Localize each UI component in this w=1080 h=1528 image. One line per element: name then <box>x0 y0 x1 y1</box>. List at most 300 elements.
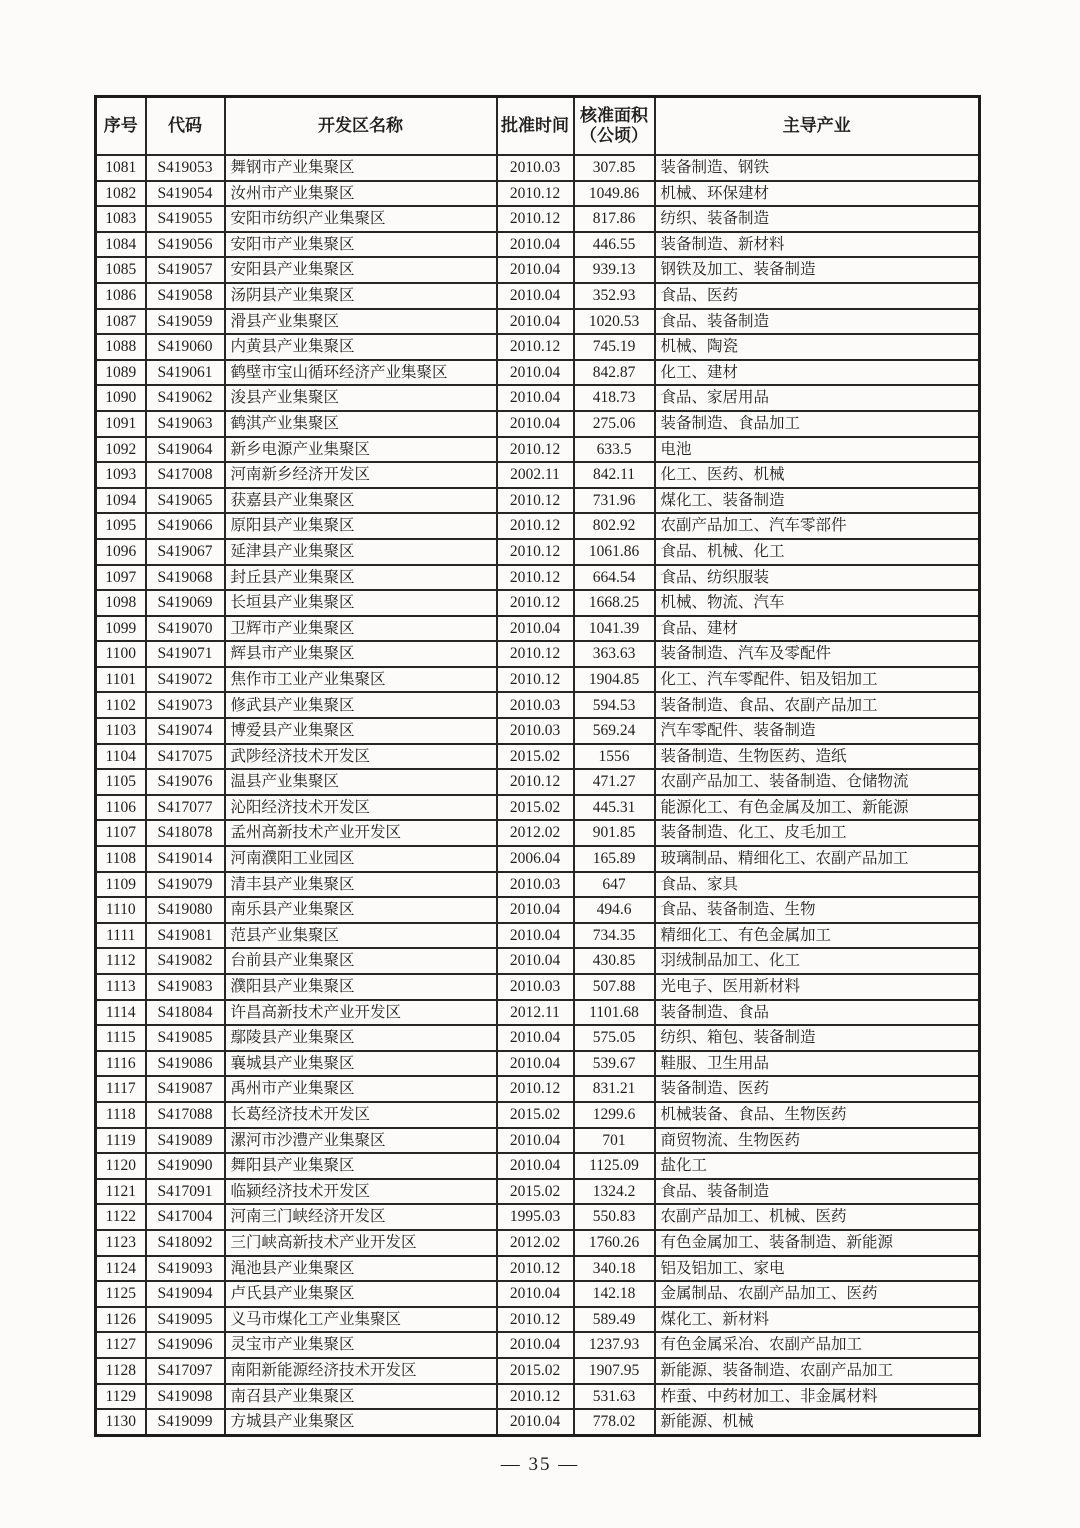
cell-industries: 装备制造、新材料 <box>655 232 980 258</box>
cell-zone-name: 修武县产业集聚区 <box>225 692 497 718</box>
header-approved-area <box>574 97 655 156</box>
cell-code: S417008 <box>146 462 225 488</box>
cell-zone-name: 汝州市产业集聚区 <box>225 181 497 207</box>
cell-approved-area: 1299.6 <box>574 1102 655 1128</box>
cell-zone-name: 河南濮阳工业园区 <box>225 846 497 872</box>
cell-approval-time: 2010.03 <box>497 718 574 744</box>
cell-zone-name: 卢氏县产业集聚区 <box>225 1281 497 1307</box>
cell-zone-name: 禹州市产业集聚区 <box>225 1076 497 1102</box>
cell-industries: 装备制造、医药 <box>655 1076 980 1102</box>
cell-code: S419093 <box>146 1256 225 1282</box>
cell-code: S419085 <box>146 1025 225 1051</box>
cell-approval-time: 2010.12 <box>497 1307 574 1333</box>
table-row <box>96 1358 980 1384</box>
cell-serial: 1108 <box>96 846 146 872</box>
cell-industries: 新能源、机械 <box>655 1409 980 1435</box>
cell-approval-time: 2015.02 <box>497 795 574 821</box>
cell-approved-area: 664.54 <box>574 565 655 591</box>
cell-serial: 1101 <box>96 667 146 693</box>
cell-industries: 食品、家居用品 <box>655 385 980 411</box>
cell-approved-area: 734.35 <box>574 923 655 949</box>
cell-approved-area: 1041.39 <box>574 616 655 642</box>
cell-industries: 装备制造、生物医药、造纸 <box>655 744 980 770</box>
cell-approved-area: 842.87 <box>574 360 655 386</box>
cell-industries: 鞋服、卫生用品 <box>655 1051 980 1077</box>
cell-approved-area: 352.93 <box>574 283 655 309</box>
cell-serial: 1081 <box>96 155 146 181</box>
cell-industries: 装备制造、食品加工 <box>655 411 980 437</box>
cell-serial: 1099 <box>96 616 146 642</box>
cell-zone-name: 浚县产业集聚区 <box>225 385 497 411</box>
cell-approved-area: 539.67 <box>574 1051 655 1077</box>
cell-zone-name: 河南三门峡经济开发区 <box>225 1204 497 1230</box>
cell-serial: 1097 <box>96 565 146 591</box>
cell-serial: 1103 <box>96 718 146 744</box>
header-area-line2: （公顷） <box>580 126 648 145</box>
cell-serial: 1105 <box>96 769 146 795</box>
table-row <box>96 309 980 335</box>
cell-approval-time: 2012.11 <box>497 1000 574 1026</box>
cell-zone-name: 襄城县产业集聚区 <box>225 1051 497 1077</box>
table-row <box>96 744 980 770</box>
cell-zone-name: 内黄县产业集聚区 <box>225 334 497 360</box>
cell-industries: 化工、汽车零配件、铝及铝加工 <box>655 667 980 693</box>
cell-approval-time: 2010.04 <box>497 1128 574 1154</box>
cell-industries: 汽车零配件、装备制造 <box>655 718 980 744</box>
cell-serial: 1107 <box>96 820 146 846</box>
cell-approved-area: 1125.09 <box>574 1153 655 1179</box>
cell-approval-time: 2010.03 <box>497 974 574 1000</box>
cell-code: S417004 <box>146 1204 225 1230</box>
cell-zone-name: 鹤壁市宝山循环经济产业集聚区 <box>225 360 497 386</box>
cell-serial: 1118 <box>96 1102 146 1128</box>
cell-code: S419071 <box>146 641 225 667</box>
cell-serial: 1082 <box>96 181 146 207</box>
cell-code: S419063 <box>146 411 225 437</box>
cell-approved-area: 550.83 <box>574 1204 655 1230</box>
cell-serial: 1098 <box>96 590 146 616</box>
cell-industries: 装备制造、食品、农副产品加工 <box>655 692 980 718</box>
cell-approved-area: 307.85 <box>574 155 655 181</box>
cell-approved-area: 1907.95 <box>574 1358 655 1384</box>
cell-industries: 精细化工、有色金属加工 <box>655 923 980 949</box>
cell-approval-time: 2010.12 <box>497 539 574 565</box>
cell-zone-name: 三门峡高新技术产业开发区 <box>225 1230 497 1256</box>
cell-industries: 机械、陶瓷 <box>655 334 980 360</box>
cell-code: S419060 <box>146 334 225 360</box>
table-row <box>96 718 980 744</box>
cell-industries: 农副产品加工、机械、医药 <box>655 1204 980 1230</box>
header-area-line1: 核准面积 <box>580 106 648 126</box>
cell-zone-name: 鄢陵县产业集聚区 <box>225 1025 497 1051</box>
cell-serial: 1083 <box>96 206 146 232</box>
cell-approval-time: 2010.04 <box>497 948 574 974</box>
cell-serial: 1121 <box>96 1179 146 1205</box>
cell-approval-time: 2010.12 <box>497 334 574 360</box>
cell-approved-area: 363.63 <box>574 641 655 667</box>
cell-approval-time: 2010.04 <box>497 1409 574 1435</box>
cell-approved-area: 445.31 <box>574 795 655 821</box>
page-number: — 35 — <box>500 1454 580 1475</box>
cell-serial: 1096 <box>96 539 146 565</box>
cell-approval-time: 2010.12 <box>497 488 574 514</box>
cell-code: S419057 <box>146 257 225 283</box>
cell-zone-name: 南召县产业集聚区 <box>225 1384 497 1410</box>
cell-serial: 1114 <box>96 1000 146 1026</box>
cell-serial: 1128 <box>96 1358 146 1384</box>
cell-approval-time: 2010.12 <box>497 590 574 616</box>
cell-serial: 1111 <box>96 923 146 949</box>
cell-approval-time: 2010.12 <box>497 565 574 591</box>
cell-approved-area: 1237.93 <box>574 1332 655 1358</box>
cell-industries: 化工、建材 <box>655 360 980 386</box>
table-row <box>96 462 980 488</box>
cell-industries: 钢铁及加工、装备制造 <box>655 257 980 283</box>
cell-approved-area: 731.96 <box>574 488 655 514</box>
cell-approval-time: 2010.04 <box>497 385 574 411</box>
cell-approved-area: 842.11 <box>574 462 655 488</box>
cell-approval-time: 2010.04 <box>497 616 574 642</box>
table-row <box>96 1128 980 1154</box>
cell-approval-time: 2010.12 <box>497 513 574 539</box>
cell-approval-time: 2010.04 <box>497 283 574 309</box>
cell-code: S419062 <box>146 385 225 411</box>
cell-zone-name: 鹤淇产业集聚区 <box>225 411 497 437</box>
cell-approved-area: 745.19 <box>574 334 655 360</box>
table-row <box>96 1204 980 1230</box>
table-row <box>96 846 980 872</box>
table-row <box>96 692 980 718</box>
table-row <box>96 590 980 616</box>
cell-zone-name: 孟州高新技术产业开发区 <box>225 820 497 846</box>
cell-industries: 盐化工 <box>655 1153 980 1179</box>
cell-industries: 装备制造、钢铁 <box>655 155 980 181</box>
cell-approved-area: 340.18 <box>574 1256 655 1282</box>
cell-code: S419055 <box>146 206 225 232</box>
cell-industries: 化工、医药、机械 <box>655 462 980 488</box>
cell-zone-name: 原阳县产业集聚区 <box>225 513 497 539</box>
cell-approval-time: 2015.02 <box>497 1179 574 1205</box>
cell-code: S419069 <box>146 590 225 616</box>
cell-approved-area: 901.85 <box>574 820 655 846</box>
table-row <box>96 1076 980 1102</box>
cell-zone-name: 漯河市沙澧产业集聚区 <box>225 1128 497 1154</box>
cell-approved-area: 1668.25 <box>574 590 655 616</box>
cell-serial: 1112 <box>96 948 146 974</box>
table-row <box>96 1051 980 1077</box>
cell-code: S419089 <box>146 1128 225 1154</box>
table-row <box>96 513 980 539</box>
table-row <box>96 1179 980 1205</box>
cell-code: S419074 <box>146 718 225 744</box>
cell-approval-time: 2010.03 <box>497 692 574 718</box>
table-row <box>96 155 980 181</box>
cell-approval-time: 2010.12 <box>497 206 574 232</box>
table-row <box>96 616 980 642</box>
cell-approval-time: 2010.12 <box>497 437 574 463</box>
cell-zone-name: 河南新乡经济开发区 <box>225 462 497 488</box>
cell-industries: 能源化工、有色金属及加工、新能源 <box>655 795 980 821</box>
table-row <box>96 795 980 821</box>
cell-industries: 装备制造、化工、皮毛加工 <box>655 820 980 846</box>
cell-code: S419066 <box>146 513 225 539</box>
cell-code: S419083 <box>146 974 225 1000</box>
cell-approved-area: 494.6 <box>574 897 655 923</box>
table-row <box>96 1409 980 1435</box>
cell-approval-time: 2010.12 <box>497 667 574 693</box>
cell-code: S419082 <box>146 948 225 974</box>
cell-code: S417097 <box>146 1358 225 1384</box>
cell-approval-time: 2002.11 <box>497 462 574 488</box>
cell-industries: 煤化工、装备制造 <box>655 488 980 514</box>
table-row <box>96 820 980 846</box>
cell-code: S419072 <box>146 667 225 693</box>
cell-approved-area: 589.49 <box>574 1307 655 1333</box>
cell-approval-time: 2015.02 <box>497 1102 574 1128</box>
cell-zone-name: 博爱县产业集聚区 <box>225 718 497 744</box>
cell-approved-area: 647 <box>574 872 655 898</box>
cell-approved-area: 831.21 <box>574 1076 655 1102</box>
cell-code: S419099 <box>146 1409 225 1435</box>
cell-serial: 1110 <box>96 897 146 923</box>
table-row <box>96 181 980 207</box>
table-row <box>96 1025 980 1051</box>
cell-approval-time: 2012.02 <box>497 820 574 846</box>
cell-serial: 1127 <box>96 1332 146 1358</box>
cell-approval-time: 2010.12 <box>497 181 574 207</box>
cell-approval-time: 2010.04 <box>497 1051 574 1077</box>
cell-serial: 1119 <box>96 1128 146 1154</box>
cell-industries: 商贸物流、生物医药 <box>655 1128 980 1154</box>
table-row <box>96 334 980 360</box>
cell-industries: 农副产品加工、装备制造、仓储物流 <box>655 769 980 795</box>
cell-code: S417091 <box>146 1179 225 1205</box>
cell-industries: 纺织、箱包、装备制造 <box>655 1025 980 1051</box>
cell-approval-time: 2015.02 <box>497 1358 574 1384</box>
cell-approval-time: 2010.04 <box>497 1332 574 1358</box>
cell-serial: 1106 <box>96 795 146 821</box>
table-row <box>96 488 980 514</box>
header-code: 代码 <box>146 97 225 156</box>
cell-code: S419095 <box>146 1307 225 1333</box>
cell-industries: 煤化工、新材料 <box>655 1307 980 1333</box>
cell-approved-area: 1020.53 <box>574 309 655 335</box>
cell-industries: 装备制造、食品 <box>655 1000 980 1026</box>
cell-code: S418084 <box>146 1000 225 1026</box>
cell-approval-time: 2010.04 <box>497 232 574 258</box>
cell-code: S419076 <box>146 769 225 795</box>
cell-approved-area: 817.86 <box>574 206 655 232</box>
cell-approval-time: 2010.04 <box>497 1025 574 1051</box>
cell-zone-name: 长葛经济技术开发区 <box>225 1102 497 1128</box>
cell-industries: 新能源、装备制造、农副产品加工 <box>655 1358 980 1384</box>
cell-code: S419096 <box>146 1332 225 1358</box>
cell-serial: 1109 <box>96 872 146 898</box>
table-row <box>96 1230 980 1256</box>
cell-approved-area: 802.92 <box>574 513 655 539</box>
header-approval-time: 批准时间 <box>497 97 574 156</box>
cell-approval-time: 2010.04 <box>497 923 574 949</box>
cell-zone-name: 范县产业集聚区 <box>225 923 497 949</box>
cell-approved-area: 165.89 <box>574 846 655 872</box>
cell-approval-time: 2010.03 <box>497 872 574 898</box>
cell-approval-time: 2010.04 <box>497 309 574 335</box>
table-row <box>96 539 980 565</box>
cell-serial: 1084 <box>96 232 146 258</box>
cell-industries: 铝及铝加工、家电 <box>655 1256 980 1282</box>
cell-approved-area: 1101.68 <box>574 1000 655 1026</box>
cell-code: S418078 <box>146 820 225 846</box>
cell-serial: 1113 <box>96 974 146 1000</box>
cell-serial: 1122 <box>96 1204 146 1230</box>
cell-industries: 食品、医药 <box>655 283 980 309</box>
cell-zone-name: 卫辉市产业集聚区 <box>225 616 497 642</box>
table-row <box>96 667 980 693</box>
cell-serial: 1087 <box>96 309 146 335</box>
cell-code: S419065 <box>146 488 225 514</box>
cell-zone-name: 濮阳县产业集聚区 <box>225 974 497 1000</box>
cell-approved-area: 507.88 <box>574 974 655 1000</box>
cell-approved-area: 142.18 <box>574 1281 655 1307</box>
cell-code: S419053 <box>146 155 225 181</box>
cell-industries: 装备制造、汽车及零配件 <box>655 641 980 667</box>
header-zone-name: 开发区名称 <box>225 97 497 156</box>
cell-zone-name: 渑池县产业集聚区 <box>225 1256 497 1282</box>
cell-approved-area: 418.73 <box>574 385 655 411</box>
cell-serial: 1102 <box>96 692 146 718</box>
cell-serial: 1125 <box>96 1281 146 1307</box>
cell-code: S417077 <box>146 795 225 821</box>
cell-industries: 电池 <box>655 437 980 463</box>
cell-approved-area: 569.24 <box>574 718 655 744</box>
cell-zone-name: 延津县产业集聚区 <box>225 539 497 565</box>
table-row <box>96 974 980 1000</box>
cell-code: S418092 <box>146 1230 225 1256</box>
cell-approval-time: 2010.04 <box>497 411 574 437</box>
cell-approved-area: 430.85 <box>574 948 655 974</box>
cell-code: S419064 <box>146 437 225 463</box>
cell-industries: 机械装备、食品、生物医药 <box>655 1102 980 1128</box>
cell-serial: 1130 <box>96 1409 146 1435</box>
cell-industries: 金属制品、农副产品加工、医药 <box>655 1281 980 1307</box>
cell-industries: 食品、建材 <box>655 616 980 642</box>
table-row <box>96 1256 980 1282</box>
header-industries: 主导产业 <box>655 97 980 156</box>
table-row <box>96 1000 980 1026</box>
cell-approval-time: 2010.04 <box>497 257 574 283</box>
cell-code: S419068 <box>146 565 225 591</box>
cell-code: S419087 <box>146 1076 225 1102</box>
cell-approved-area: 939.13 <box>574 257 655 283</box>
cell-serial: 1120 <box>96 1153 146 1179</box>
table-row <box>96 1153 980 1179</box>
cell-approval-time: 2012.02 <box>497 1230 574 1256</box>
cell-zone-name: 台前县产业集聚区 <box>225 948 497 974</box>
cell-approval-time: 2010.12 <box>497 1076 574 1102</box>
header-row <box>96 97 980 156</box>
cell-approved-area: 446.55 <box>574 232 655 258</box>
cell-approval-time: 2010.12 <box>497 1256 574 1282</box>
cell-serial: 1085 <box>96 257 146 283</box>
cell-code: S419080 <box>146 897 225 923</box>
cell-industries: 食品、装备制造 <box>655 1179 980 1205</box>
table-row <box>96 283 980 309</box>
cell-zone-name: 汤阴县产业集聚区 <box>225 283 497 309</box>
cell-serial: 1089 <box>96 360 146 386</box>
cell-serial: 1094 <box>96 488 146 514</box>
cell-zone-name: 安阳县产业集聚区 <box>225 257 497 283</box>
header-serial: 序号 <box>96 97 146 156</box>
cell-code: S417075 <box>146 744 225 770</box>
cell-approved-area: 1904.85 <box>574 667 655 693</box>
cell-serial: 1090 <box>96 385 146 411</box>
cell-industries: 食品、家具 <box>655 872 980 898</box>
cell-serial: 1116 <box>96 1051 146 1077</box>
cell-industries: 玻璃制品、精细化工、农副产品加工 <box>655 846 980 872</box>
cell-industries: 农副产品加工、汽车零部件 <box>655 513 980 539</box>
development-zones-table <box>94 95 981 1437</box>
cell-serial: 1092 <box>96 437 146 463</box>
cell-zone-name: 临颍经济技术开发区 <box>225 1179 497 1205</box>
cell-code: S419079 <box>146 872 225 898</box>
cell-zone-name: 南阳新能源经济技术开发区 <box>225 1358 497 1384</box>
cell-approved-area: 778.02 <box>574 1409 655 1435</box>
table-row <box>96 1307 980 1333</box>
cell-zone-name: 新乡电源产业集聚区 <box>225 437 497 463</box>
cell-serial: 1123 <box>96 1230 146 1256</box>
cell-industries: 食品、装备制造、生物 <box>655 897 980 923</box>
cell-approved-area: 701 <box>574 1128 655 1154</box>
cell-serial: 1126 <box>96 1307 146 1333</box>
cell-serial: 1117 <box>96 1076 146 1102</box>
cell-zone-name: 舞阳县产业集聚区 <box>225 1153 497 1179</box>
cell-industries: 有色金属加工、装备制造、新能源 <box>655 1230 980 1256</box>
cell-zone-name: 封丘县产业集聚区 <box>225 565 497 591</box>
cell-zone-name: 沁阳经济技术开发区 <box>225 795 497 821</box>
cell-approved-area: 471.27 <box>574 769 655 795</box>
cell-code: S419094 <box>146 1281 225 1307</box>
table-row <box>96 437 980 463</box>
cell-code: S419086 <box>146 1051 225 1077</box>
cell-industries: 有色金属采冶、农副产品加工 <box>655 1332 980 1358</box>
table-row <box>96 769 980 795</box>
cell-approval-time: 2010.04 <box>497 360 574 386</box>
table-row <box>96 411 980 437</box>
table-row <box>96 565 980 591</box>
cell-approval-time: 2010.04 <box>497 1281 574 1307</box>
cell-zone-name: 南乐县产业集聚区 <box>225 897 497 923</box>
table-body <box>96 155 980 1435</box>
cell-approved-area: 633.5 <box>574 437 655 463</box>
cell-industries: 纺织、装备制造 <box>655 206 980 232</box>
cell-zone-name: 安阳市产业集聚区 <box>225 232 497 258</box>
table-row <box>96 641 980 667</box>
cell-serial: 1100 <box>96 641 146 667</box>
cell-zone-name: 义马市煤化工产业集聚区 <box>225 1307 497 1333</box>
cell-code: S419058 <box>146 283 225 309</box>
cell-zone-name: 安阳市纺织产业集聚区 <box>225 206 497 232</box>
table-row <box>96 897 980 923</box>
table-header <box>96 97 980 156</box>
cell-serial: 1086 <box>96 283 146 309</box>
cell-approval-time: 2010.04 <box>497 1153 574 1179</box>
cell-approval-time: 2010.12 <box>497 641 574 667</box>
cell-approved-area: 1760.26 <box>574 1230 655 1256</box>
cell-industries: 羽绒制品加工、化工 <box>655 948 980 974</box>
cell-approval-time: 2010.12 <box>497 1384 574 1410</box>
cell-serial: 1088 <box>96 334 146 360</box>
cell-zone-name: 长垣县产业集聚区 <box>225 590 497 616</box>
